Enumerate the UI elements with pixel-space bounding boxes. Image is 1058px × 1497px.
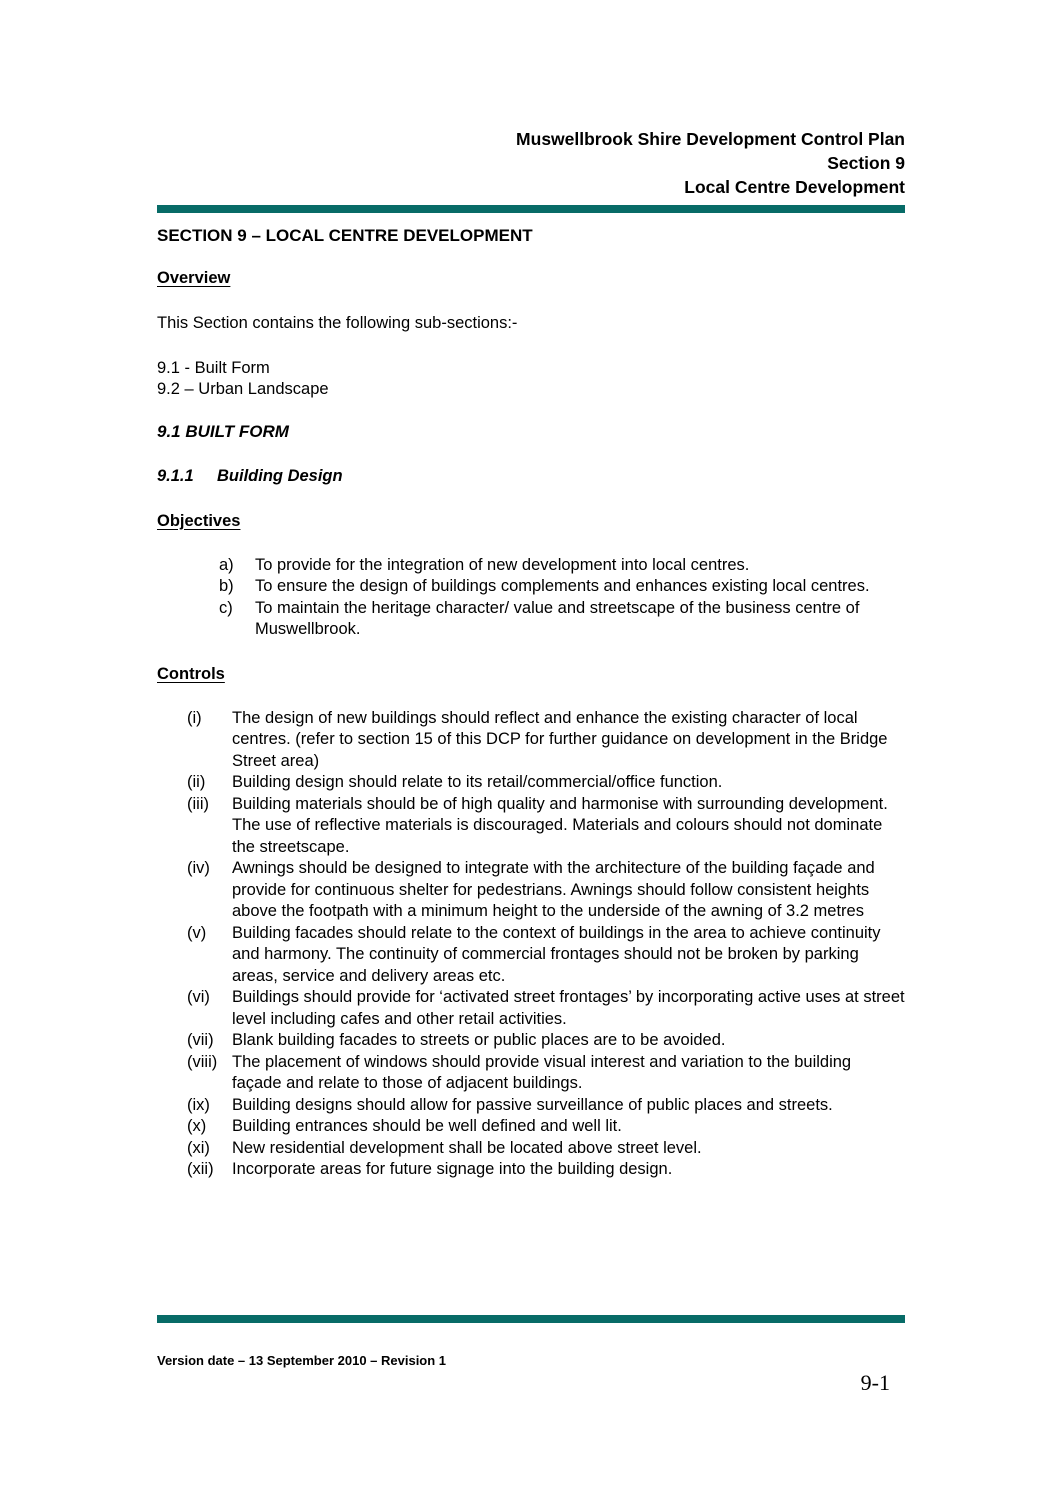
list-item — [157, 858, 905, 923]
list-marker: c) — [219, 598, 233, 617]
list-text: Buildings should provide for ‘activated street frontages’ by incorporating active uses at street level including cafes and other retail activities. — [232, 988, 905, 1028]
list-marker: (ix) — [187, 1095, 210, 1114]
list-item — [157, 794, 905, 859]
list-item — [157, 1116, 905, 1138]
list-item — [157, 708, 905, 773]
header-rule — [157, 205, 905, 213]
list-marker: (ii) — [187, 773, 206, 791]
built-form-heading: 9.1 BUILT FORM — [157, 421, 289, 441]
building-design-number: 9.1.1 — [157, 466, 194, 485]
list-item — [157, 1159, 905, 1181]
list-marker: (xi) — [187, 1138, 210, 1157]
overview-heading: Overview — [157, 269, 231, 287]
list-marker: (iii) — [187, 794, 209, 813]
list-item — [157, 576, 905, 598]
list-text: The design of new buildings should reflect and enhance the existing character of local centres. (refer to section 15 of this DCP for further guidance on development in the Bridge Street area) — [232, 708, 888, 770]
list-item — [157, 923, 905, 988]
subsection-list — [157, 358, 905, 401]
list-marker: (viii) — [187, 1052, 218, 1071]
list-item — [157, 987, 905, 1030]
objectives-list — [157, 555, 905, 641]
list-text: To provide for the integration of new development into local centres. — [255, 555, 750, 574]
section-heading: SECTION 9 – LOCAL CENTRE DEVELOPMENT — [157, 226, 533, 245]
list-text: Building materials should be of high quality and harmonise with surrounding development. The use of reflective materials is discouraged. Materials and colours should not dominate the streetscape. — [232, 794, 888, 856]
list-text: The placement of windows should provide visual interest and variation to the building façade and relate to those of adjacent buildings. — [232, 1052, 852, 1092]
list-item — [157, 1138, 905, 1160]
list-text: Building facades should relate to the context of buildings in the area to achieve continuity and harmony. The continuity of commercial frontages should not be broken by parking areas, service and delivery areas etc. — [232, 923, 881, 985]
subsection-item: 9.2 – Urban Landscape — [157, 380, 329, 398]
list-item — [157, 598, 905, 641]
list-text: Incorporate areas for future signage into the building design. — [232, 1160, 673, 1178]
document-header — [157, 0, 905, 199]
controls-heading: Controls — [157, 664, 225, 683]
page-number: 9-1 — [860, 1370, 890, 1395]
overview-intro: This Section contains the following sub-sections:- — [157, 314, 518, 332]
list-marker: b) — [219, 577, 234, 595]
footer-version-text: Version date – 13 September 2010 – Revision 1 — [157, 1353, 447, 1368]
list-text: To maintain the heritage character/ value and streetscape of the business centre of Muswellbrook. — [255, 598, 860, 638]
list-item — [157, 555, 905, 577]
list-marker: (vii) — [187, 1031, 214, 1049]
list-text: New residential development shall be located above street level. — [232, 1138, 702, 1157]
building-design-heading — [157, 466, 905, 487]
list-text: Building designs should allow for passive surveillance of public places and streets. — [232, 1095, 833, 1114]
building-design-title: Building Design — [217, 466, 343, 485]
list-item — [157, 772, 905, 794]
list-item — [157, 1052, 905, 1095]
list-text: To ensure the design of buildings complements and enhances existing local centres. — [255, 577, 870, 595]
header-section-number: Section 9 — [827, 153, 905, 173]
list-marker: (xii) — [187, 1160, 214, 1178]
footer-rule — [157, 1315, 905, 1323]
controls-list — [157, 708, 905, 1181]
header-section-title: Local Centre Development — [684, 177, 905, 197]
list-text: Blank building facades to streets or public places are to be avoided. — [232, 1031, 726, 1049]
list-marker: (vi) — [187, 988, 210, 1006]
subsection-item: 9.1 - Built Form — [157, 358, 270, 377]
list-text: Awnings should be designed to integrate with the architecture of the building façade and provide for continuous shelter for pedestrians. Awnings should follow consistent heights above the footpath with a minimum height to the underside of the awning of 3.2 metres — [232, 859, 875, 920]
list-marker: (x) — [187, 1117, 207, 1135]
list-marker: (iv) — [187, 859, 210, 877]
list-item — [157, 1095, 905, 1117]
objectives-heading: Objectives — [157, 511, 241, 530]
list-marker: (v) — [187, 923, 207, 942]
list-text: Building entrances should be well defined and well lit. — [232, 1117, 622, 1135]
list-marker: a) — [219, 555, 234, 574]
page-content — [157, 0, 905, 1181]
list-item — [157, 1030, 905, 1052]
list-marker: (i) — [187, 708, 202, 727]
list-text: Building design should relate to its retail/commercial/office function. — [232, 773, 723, 791]
header-title: Muswellbrook Shire Development Control Plan — [516, 129, 905, 149]
